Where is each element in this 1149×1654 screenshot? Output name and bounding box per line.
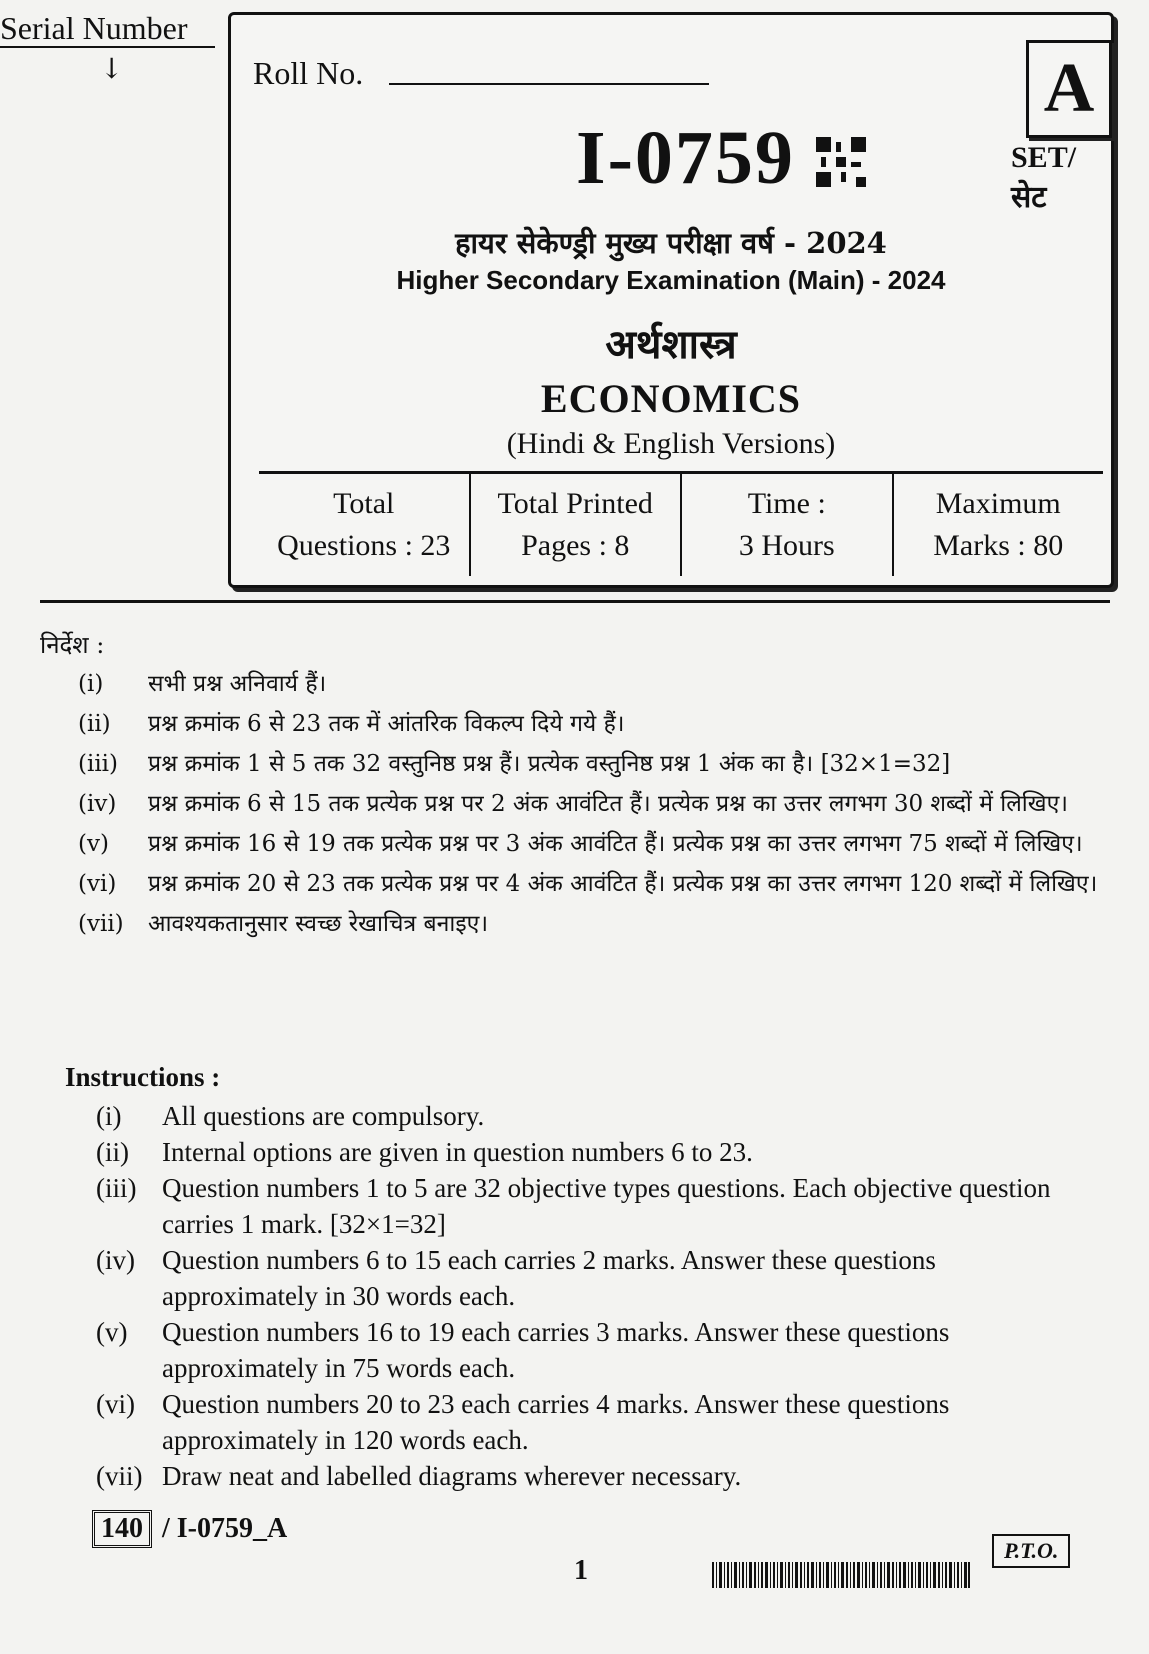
- english-instructions-list: [96, 1098, 1096, 1494]
- hindi-instructions-list: [78, 664, 1118, 944]
- item-text: प्रश्न क्रमांक 6 से 23 तक में आंतरिक विकल्प दिये गये हैं।: [148, 711, 625, 737]
- subject-english: ECONOMICS: [540, 376, 802, 421]
- item-text: Question numbers 1 to 5 are 32 objective types questions. Each objective question carries 1 mark. [32×1=32]: [162, 1173, 1051, 1239]
- page-number: 1: [574, 1555, 588, 1586]
- info-value: Pages : 8: [521, 529, 630, 562]
- item-number: (vii): [96, 1461, 143, 1491]
- list-item: [96, 1386, 1096, 1458]
- serial-underline: [0, 46, 215, 48]
- list-item: [78, 864, 1118, 904]
- item-text: All questions are compulsory.: [162, 1101, 485, 1131]
- roll-no-label: Roll No.: [253, 55, 364, 91]
- subject-hindi: अर्थशास्त्र: [605, 321, 737, 368]
- item-text: Draw neat and labelled diagrams wherever necessary.: [162, 1461, 742, 1491]
- item-text: प्रश्न क्रमांक 16 से 19 तक प्रत्येक प्रश्न पर 3 अंक आवंटित हैं। प्रत्येक प्रश्न का उत्तर लगभग 75 शब्दों में लिखिए।: [148, 831, 1083, 857]
- exam-title-english: Higher Secondary Examination (Main) - 2024: [396, 265, 946, 295]
- item-text: Internal options are given in question numbers 6 to 23.: [162, 1137, 753, 1167]
- list-item: [96, 1170, 1096, 1242]
- list-item: [78, 824, 1118, 864]
- divider: [40, 600, 1110, 603]
- roll-no-field[interactable]: [389, 83, 709, 85]
- item-text: Question numbers 16 to 19 each carries 3 marks. Answer these questions approximately in 75 words each.: [162, 1317, 950, 1383]
- set-label: SET/सेट: [1011, 141, 1077, 214]
- item-number: (ii): [96, 1137, 129, 1167]
- list-item: [96, 1314, 1096, 1386]
- serial-number-label: Serial Number: [0, 10, 188, 46]
- item-text: आवश्यकतानुसार स्वच्छ रेखाचित्र बनाइए।: [148, 911, 489, 937]
- item-number: (ii): [78, 711, 111, 737]
- item-number: (vi): [78, 871, 117, 897]
- info-label: Total Printed: [497, 487, 653, 520]
- info-value: Marks : 80: [933, 529, 1064, 562]
- list-item: [96, 1134, 1096, 1170]
- item-number: (iv): [78, 791, 117, 817]
- down-arrow-icon: ↓: [100, 52, 124, 85]
- item-number: (iii): [78, 751, 119, 777]
- item-number: (vii): [78, 911, 124, 937]
- info-label: Maximum: [935, 487, 1061, 520]
- boxed-number: 140: [92, 1510, 152, 1548]
- max-marks-cell: [894, 474, 1104, 576]
- footer-code-text: / I-0759_A: [162, 1513, 288, 1544]
- item-text: Question numbers 20 to 23 each carries 4 marks. Answer these questions approximately in 120 words each.: [162, 1389, 950, 1455]
- list-item: [96, 1458, 1096, 1494]
- set-letter: A: [1026, 40, 1112, 138]
- item-number: (vi): [96, 1389, 135, 1419]
- info-value: Questions : 23: [277, 529, 451, 562]
- english-instructions-heading: Instructions :: [65, 1062, 221, 1092]
- info-label: Time :: [747, 487, 826, 520]
- exam-info-row: [259, 471, 1103, 576]
- paper-code: I-0759: [576, 116, 795, 200]
- header-box: [228, 12, 1114, 588]
- item-number: (v): [96, 1317, 128, 1347]
- qr-code-icon: [816, 137, 866, 187]
- info-value: 3 Hours: [738, 529, 835, 562]
- time-cell: [682, 474, 894, 576]
- list-item: [78, 704, 1118, 744]
- pto-label: P.T.O.: [992, 1534, 1070, 1568]
- list-item: [78, 744, 1118, 784]
- item-number: (v): [78, 831, 109, 857]
- item-number: (iv): [96, 1245, 135, 1275]
- item-number: (i): [78, 671, 104, 697]
- hindi-instructions-heading: निर्देश :: [40, 631, 105, 659]
- barcode-icon: [712, 1562, 970, 1588]
- exam-title-hindi: हायर सेकेण्ड्री मुख्य परीक्षा वर्ष - 2024: [455, 226, 887, 260]
- footer-paper-code: [92, 1510, 287, 1548]
- total-pages-cell: [471, 474, 683, 576]
- list-item: [78, 664, 1118, 704]
- list-item: [96, 1098, 1096, 1134]
- info-label: Total: [333, 487, 395, 520]
- item-text: प्रश्न क्रमांक 1 से 5 तक 32 वस्तुनिष्ठ प्रश्न हैं। प्रत्येक वस्तुनिष्ठ प्रश्न 1 अंक का है। [32×1=32]: [148, 751, 951, 777]
- item-text: सभी प्रश्न अनिवार्य हैं।: [148, 671, 327, 697]
- item-number: (iii): [96, 1173, 137, 1203]
- list-item: [78, 904, 1118, 944]
- item-text: प्रश्न क्रमांक 6 से 15 तक प्रत्येक प्रश्न पर 2 अंक आवंटित हैं। प्रत्येक प्रश्न का उत्तर लगभग 30 शब्दों में लिखिए।: [148, 791, 1069, 817]
- item-text: Question numbers 6 to 15 each carries 2 marks. Answer these questions approximately in 30 words each.: [162, 1245, 936, 1311]
- item-number: (i): [96, 1101, 122, 1131]
- list-item: [78, 784, 1118, 824]
- item-text: प्रश्न क्रमांक 20 से 23 तक प्रत्येक प्रश्न पर 4 अंक आवंटित हैं। प्रत्येक प्रश्न का उत्तर लगभग 120 शब्दों में लिखिए।: [148, 871, 1098, 897]
- versions-note: (Hindi & English Versions): [506, 427, 836, 460]
- total-questions-cell: [259, 474, 471, 576]
- list-item: [96, 1242, 1096, 1314]
